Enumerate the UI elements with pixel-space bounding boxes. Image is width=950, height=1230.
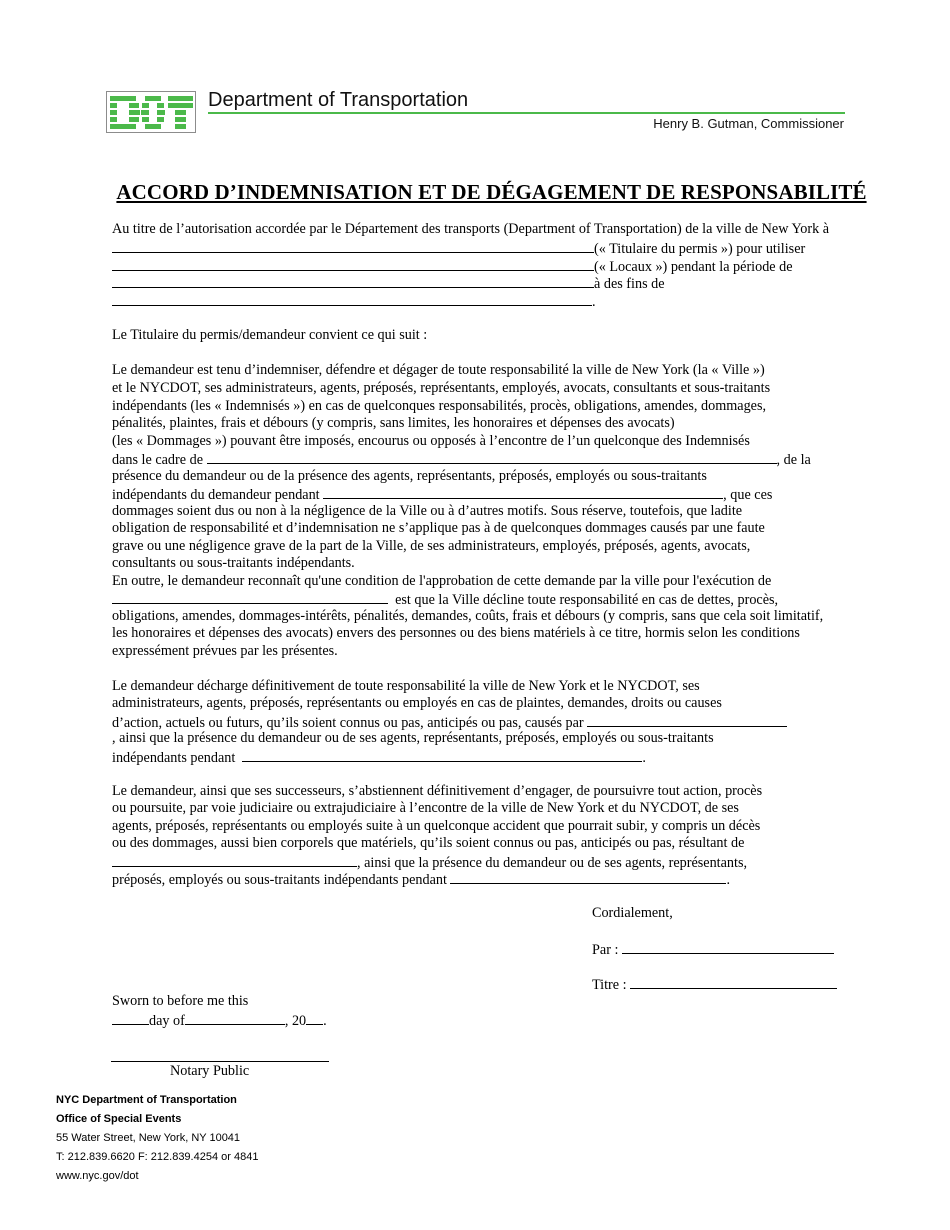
- intro-line-5: .: [112, 292, 596, 312]
- notary-signature-line[interactable]: [111, 1061, 329, 1062]
- footer-address: 55 Water Street, New York, NY 10041: [56, 1132, 241, 1144]
- p3-line: Le demandeur, ainsi que ses successeurs, s’abstiennent définitivement d’engager, de poursuivre tout action, procès: [112, 783, 763, 799]
- sworn-text: Sworn to before me this: [112, 993, 249, 1009]
- p1-line: indépendants du demandeur pendant , que ces: [112, 487, 773, 503]
- intro-line-4: à des fins de: [112, 274, 665, 294]
- duration-blank[interactable]: [323, 485, 723, 499]
- p3-line: préposés, employés ou sous-traitants indépendants pendant .: [112, 872, 731, 888]
- header-rule: [208, 112, 845, 114]
- period-blank[interactable]: [112, 274, 594, 288]
- footer-phone: T: 212.839.6620 F: 212.839.4254 or 4841: [56, 1151, 259, 1163]
- dot-logo-icon: [107, 92, 195, 132]
- p2-line: d’action, actuels ou futurs, qu’ils soient connus ou pas, anticipés ou pas, causés par: [112, 713, 787, 733]
- notary-date-line: day of , 20 .: [112, 1011, 327, 1031]
- execution-blank[interactable]: [112, 590, 388, 604]
- intro-line-3: (« Locaux ») pendant la période de: [112, 257, 793, 277]
- p1-line: expressément prévues par les présentes.: [112, 643, 338, 659]
- by-signature-field[interactable]: [622, 940, 834, 954]
- p2-line: , ainsi que la présence du demandeur ou de ses agents, représentants, préposés, employés ou sous-traitants: [112, 730, 714, 746]
- footer-org: NYC Department of Transportation: [56, 1094, 237, 1106]
- p1-line: dommages soient dus ou non à la négligence de la Ville ou à d’autres motifs. Sous réserve, toutefois, que ladite: [112, 503, 743, 519]
- p1-line: (les « Dommages ») pouvant être imposés, encourus ou opposés à l’encontre de l’un quelconque des Indemnisés: [112, 433, 750, 449]
- notary-year-blank[interactable]: [306, 1011, 323, 1025]
- p1-line: consultants ou sous-traitants indépendants.: [112, 555, 355, 571]
- purpose-blank[interactable]: [112, 292, 592, 306]
- p1-line: obligations, amendes, dommages-intérêts, pénalités, demandes, coûts, frais et débours (y compris, sans que cela soit limitatif,: [112, 608, 824, 624]
- document-title: ACCORD D’INDEMNISATION ET DE DÉGAGEMENT DE RESPONSABILITÉ: [116, 180, 867, 204]
- p2-line: indépendants pendant .: [112, 750, 646, 766]
- title-line: Titre :: [592, 975, 837, 995]
- release-duration-blank[interactable]: [242, 748, 642, 762]
- by-line: Par :: [592, 940, 834, 960]
- p1-line: est que la Ville décline toute responsabilité en cas de dettes, procès,: [112, 590, 778, 610]
- footer-office: Office of Special Events: [56, 1113, 182, 1125]
- covenant-duration-blank[interactable]: [450, 870, 726, 884]
- department-name: Department of Transportation: [208, 89, 469, 111]
- p1-line: Le demandeur est tenu d’indemniser, défendre et dégager de toute responsabilité la ville de New York (la « Ville »): [112, 362, 765, 378]
- intro-line-1: Au titre de l’autorisation accordée par le Département des transports (Department of Transportation) de la ville de New York à: [112, 221, 830, 237]
- intro-line-2: (« Titulaire du permis ») pour utiliser: [112, 239, 805, 259]
- p3-line: , ainsi que la présence du demandeur ou de ses agents, représentants,: [112, 853, 747, 873]
- p1-line: présence du demandeur ou de la présence des agents, représentants, préposés, employés ou sous-traitants: [112, 468, 707, 484]
- notary-label: Notary Public: [170, 1063, 250, 1079]
- dot-logo: [106, 91, 196, 133]
- p1-line: les honoraires et dépenses des avocats) envers des personnes ou des biens matériels à ce titre, hormis selon les conditions: [112, 625, 800, 641]
- notary-month-blank[interactable]: [185, 1011, 285, 1025]
- footer-website[interactable]: www.nyc.gov/dot: [56, 1170, 139, 1182]
- context-blank[interactable]: [207, 450, 777, 464]
- p3-line: ou des dommages, aussi bien corporels que matériels, qu’ils soient connus ou pas, anticipés ou pas, résultant de: [112, 835, 745, 851]
- p1-line: obligation de responsabilité et d’indemnisation ne s’applique pas à de quelconques dommages causés par une faute: [112, 520, 765, 536]
- result-blank[interactable]: [112, 853, 357, 867]
- p1-line: grave ou une négligence grave de la part de la Ville, de ses administrateurs, employés, préposés, agents, avocats,: [112, 538, 751, 554]
- notary-day-blank[interactable]: [112, 1011, 149, 1025]
- p2-line: Le demandeur décharge définitivement de toute responsabilité la ville de New York et le NYCDOT, ses: [112, 678, 700, 694]
- commissioner-name: Henry B. Gutman, Commissioner: [653, 116, 844, 131]
- cause-blank[interactable]: [587, 713, 787, 727]
- p1-line: indépendants (les « Indemnisés ») en cas de quelconques responsabilités, procès, obligations, amendes, dommages,: [112, 398, 767, 414]
- p1-line: pénalités, plaintes, frais et débours (y compris, sans limites, les honoraires et dépenses des avocats): [112, 415, 675, 431]
- p3-line: agents, préposés, représentants ou employés suite à un quelconque accident que pourrait subir, y compris un décès: [112, 818, 761, 834]
- p1-line: et le NYCDOT, ses administrateurs, agents, préposés, représentants, employés, avocats, consultants et sous-traitants: [112, 380, 771, 396]
- p1-line: dans le cadre de , de la: [112, 452, 811, 468]
- p1-line: En outre, le demandeur reconnaît qu'une condition de l'approbation de cette demande par la ville pour l'exécution de: [112, 573, 772, 589]
- permit-holder-blank[interactable]: [112, 239, 594, 253]
- p2-line: administrateurs, agents, préposés, représentants ou employés en cas de plaintes, demandes, droits ou causes: [112, 695, 722, 711]
- agreement-intro: Le Titulaire du permis/demandeur convient ce qui suit :: [112, 327, 428, 343]
- title-signature-field[interactable]: [630, 975, 837, 989]
- p3-line: ou poursuite, par voie judiciaire ou extrajudiciaire à l’encontre de la ville de New York et du NYCDOT, de ses: [112, 800, 739, 816]
- closing-text: Cordialement,: [592, 905, 673, 921]
- premises-blank[interactable]: [112, 257, 594, 271]
